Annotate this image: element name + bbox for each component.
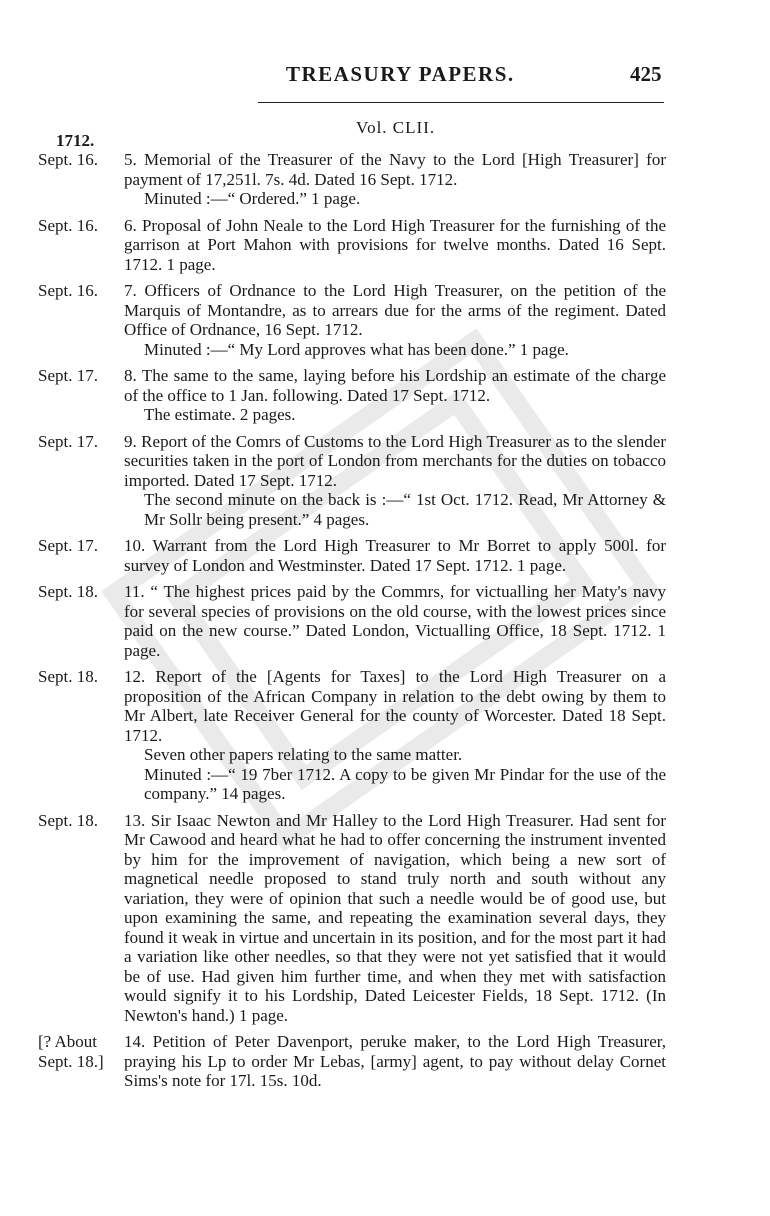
entry-date: Sept. 16. — [38, 215, 98, 235]
entry-minute: The second minute on the back is :—“ 1st Oct. 1712. Read, Mr Attorney & Mr Sollr being present.” 4 pages. — [144, 490, 666, 529]
entry-text: 10. Warrant from the Lord High Treasurer to Mr Borret to apply 500l. for survey of London and Westminster. Dated 17 Sept. 1712. 1 page. — [124, 536, 666, 575]
entry — [0, 432, 770, 530]
entry — [0, 582, 770, 660]
entry-date: [? About Sept. 18.] — [38, 1032, 104, 1071]
entry-text: 5. Memorial of the Treasurer of the Navy to the Lord [High Treasurer] for payment of 17,251l. 7s. 4d. Dated 16 Sept. 1712. — [124, 150, 666, 189]
entry-body — [124, 536, 666, 575]
year-label: 1712. — [56, 131, 95, 150]
entry-body — [124, 216, 666, 275]
entry-text: 7. Officers of Ordnance to the Lord High Treasurer, on the petition of the Marquis of Montandre, as to arrears due for the arms of the regiment. Dated Office of Ordnance, 16 Sept. 1712. — [124, 281, 666, 339]
entry — [0, 281, 770, 359]
volume-heading: Vol. CLII. — [356, 118, 436, 137]
entry-text: 11. “ The highest prices paid by the Commrs, for victualling her Maty's navy for several species of provisions on the old course, with the lowest prices since paid on the new course.” Dated London, Victualling Office, 18 Sept. 1712. 1 page. — [124, 582, 666, 660]
entry-body — [124, 1032, 666, 1091]
entry-body — [124, 432, 666, 530]
entry-minute: Seven other papers relating to the same matter. — [144, 745, 463, 764]
entry-body — [124, 366, 666, 425]
page-number: 425 — [630, 62, 662, 86]
entry-date: Sept. 17. — [38, 536, 98, 555]
entry-text: 13. Sir Isaac Newton and Mr Halley to the Lord High Treasurer. Had sent for Mr Cawood and heard what he had to offer concerning the instrument invented by him for the improvement of navigation, which being a new sort of magnetical needle proposed to stand truly north and south without any variation, they were of opinion that such a needle would be of good use, but upon examining the same, and repeating the examination several days, they found it weak in virtue and uncertain in its position, and for the most part it had a variation like other needles, so that they were not yet satisfied that it would be of use. Had given him further time, and when they met with satisfaction would signify it to his Lordship, Dated Leicester Fields, 18 Sept. 1712. (In Newton's hand.) 1 page. — [124, 810, 666, 1025]
entry-date: Sept. 16. — [38, 150, 98, 169]
running-title: TREASURY PAPERS. — [286, 62, 515, 86]
entry-date: Sept. 16. — [38, 281, 98, 300]
entry — [0, 216, 770, 275]
entry-body — [124, 811, 666, 1026]
entry-text: 8. The same to the same, laying before his Lordship an estimate of the charge of the office to 1 Jan. following. Dated 17 Sept. 1712. — [124, 366, 666, 405]
entries-list — [0, 150, 770, 1098]
entry-body — [124, 667, 666, 804]
entry-text: 6. Proposal of John Neale to the Lord High Treasurer for the furnishing of the garrison at Port Mahon with provisions for twelve months. Dated 16 Sept. 1712. 1 page. — [124, 215, 666, 274]
entry-minute: The estimate. 2 pages. — [144, 405, 296, 424]
entry-text: 12. Report of the [Agents for Taxes] to the Lord High Treasurer on a proposition of the African Company in relation to the debt owing by them to Mr Albert, late Receiver General for the county of Worcester. Dated 18 Sept. 1712. — [124, 667, 666, 745]
header-rule — [258, 102, 664, 103]
entry — [0, 536, 770, 575]
entry-text: 14. Petition of Peter Davenport, peruke maker, to the Lord High Treasurer, praying his Lp to order Mr Lebas, [army] agent, to pay without delay Cornet Sims's note for 17l. 15s. 10d. — [124, 1032, 666, 1090]
entry-minute: Minuted :—“ Ordered.” 1 page. — [144, 189, 361, 208]
entry — [0, 150, 770, 209]
entry-date: Sept. 18. — [38, 667, 98, 686]
entry-minute: Minuted :—“ My Lord approves what has been done.” 1 page. — [144, 339, 569, 359]
entry — [0, 1032, 770, 1091]
entry — [0, 366, 770, 425]
entry-date: Sept. 18. — [38, 582, 98, 601]
entry — [0, 811, 770, 1026]
entry-text: 9. Report of the Comrs of Customs to the Lord High Treasurer as to the slender securities taken in the port of London from merchants for the duties on tobacco imported. Dated 17 Sept. 1712. — [124, 431, 666, 490]
page-header — [0, 62, 770, 92]
entry-body — [124, 582, 666, 660]
entry-date: Sept. 17. — [38, 366, 98, 385]
entry — [0, 667, 770, 804]
entry-minute: Minuted :—“ 19 7ber 1712. A copy to be given Mr Pindar for the use of the company.” 14 pages. — [144, 764, 666, 803]
entry-body — [124, 150, 666, 209]
entry-body — [124, 281, 666, 359]
entry-date: Sept. 18. — [38, 810, 98, 830]
entry-date: Sept. 17. — [38, 431, 98, 451]
